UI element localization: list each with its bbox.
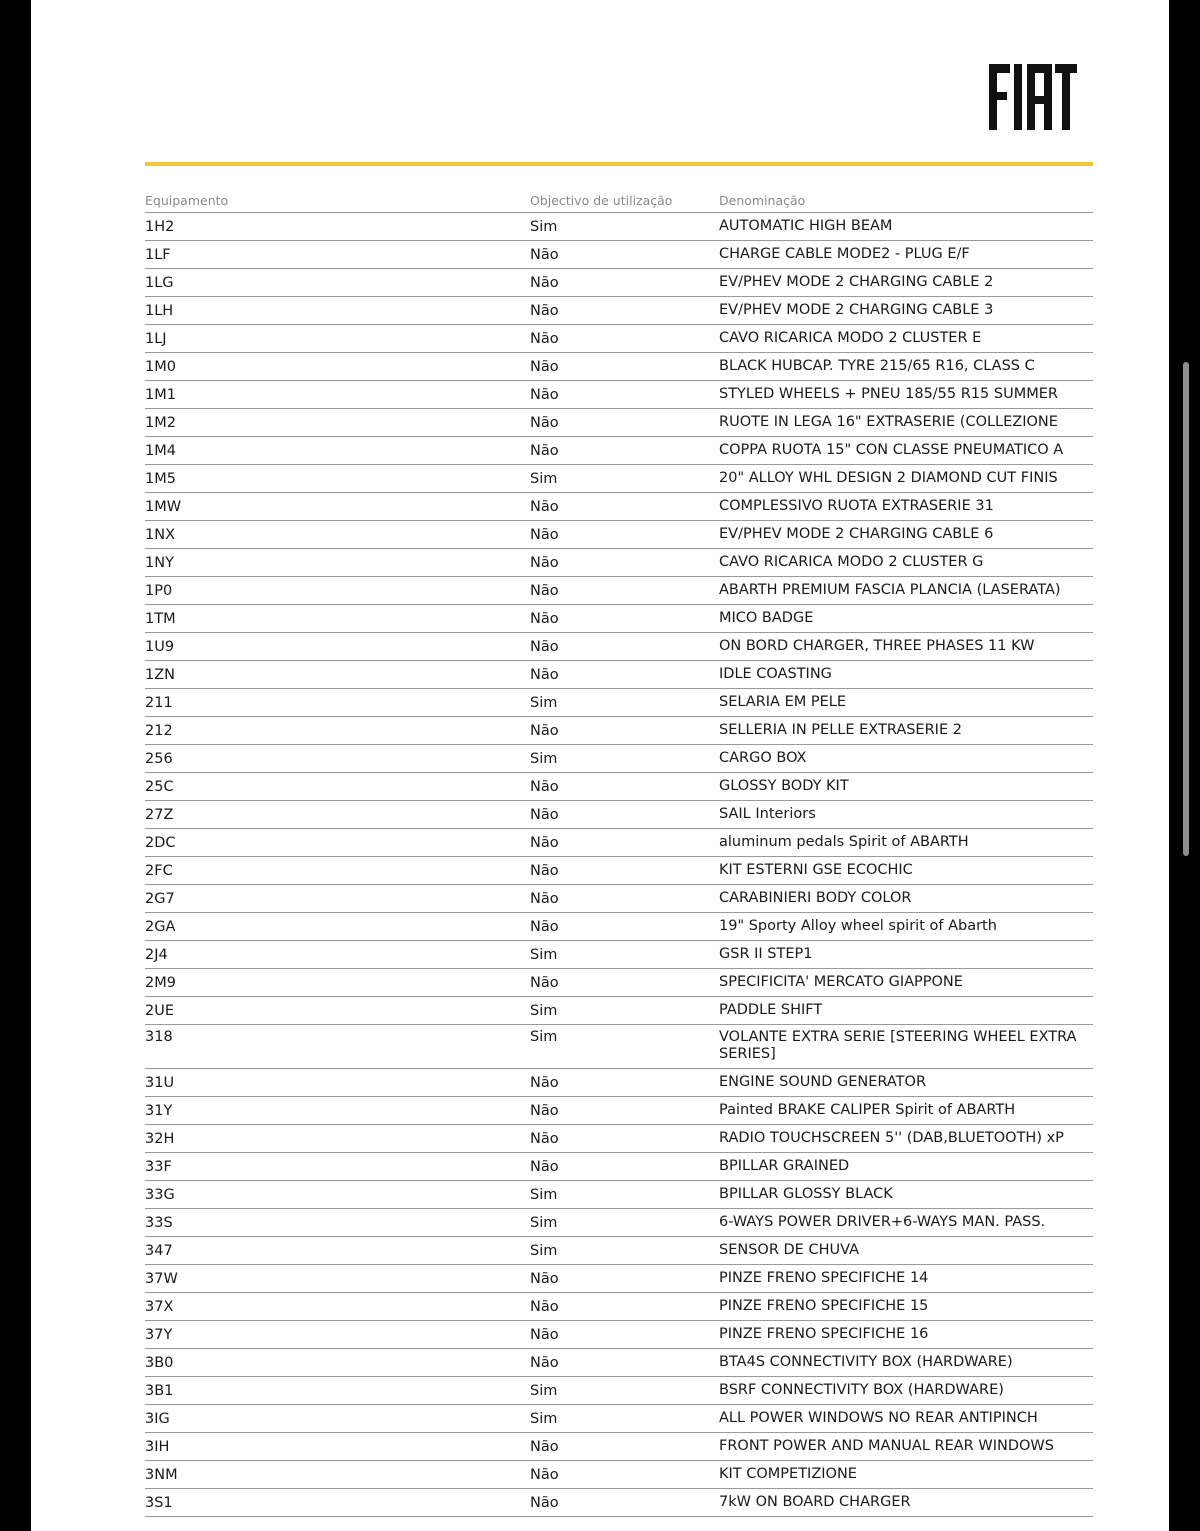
purpose-value: Não xyxy=(530,722,559,739)
table-row xyxy=(145,213,1093,241)
fiat-logo xyxy=(985,56,1077,136)
table-row xyxy=(145,1209,1093,1237)
equipment-code: 2J4 xyxy=(145,946,168,963)
table-row xyxy=(145,381,1093,409)
equipment-code: 3B1 xyxy=(145,1382,174,1399)
purpose-value: Sim xyxy=(530,694,558,711)
table-row xyxy=(145,493,1093,521)
equipment-name: SPECIFICITA' MERCATO GIAPPONE xyxy=(719,974,963,990)
purpose-value: Não xyxy=(530,638,559,655)
equipment-name: COPPA RUOTA 15" CON CLASSE PNEUMATICO A xyxy=(719,442,1064,458)
table-row xyxy=(145,941,1093,969)
equipment-name: BTA4S CONNECTIVITY BOX (HARDWARE) xyxy=(719,1354,1013,1370)
equipment-code: 1ZN xyxy=(145,666,176,683)
purpose-value: Não xyxy=(530,1270,559,1287)
equipment-name: BSRF CONNECTIVITY BOX (HARDWARE) xyxy=(719,1382,1004,1398)
table-row xyxy=(145,857,1093,885)
table-row xyxy=(145,1293,1093,1321)
equipment-code: 33S xyxy=(145,1214,173,1231)
purpose-value: Não xyxy=(530,330,559,347)
equipment-name: CARABINIERI BODY COLOR xyxy=(719,890,912,906)
table-row xyxy=(145,577,1093,605)
equipment-code: 1MW xyxy=(145,498,182,515)
purpose-value: Não xyxy=(530,1494,559,1511)
column-header-name: Denominação xyxy=(719,193,806,208)
equipment-name: FRONT POWER AND MANUAL REAR WINDOWS xyxy=(719,1438,1054,1454)
equipment-name: SAIL Interiors xyxy=(719,806,816,822)
equipment-code: 1M4 xyxy=(145,442,176,459)
table-row xyxy=(145,1125,1093,1153)
equipment-code: 1LJ xyxy=(145,330,167,347)
table-row xyxy=(145,437,1093,465)
table-row xyxy=(145,297,1093,325)
table-row xyxy=(145,241,1093,269)
purpose-value: Não xyxy=(530,1298,559,1315)
equipment-name: BPILLAR GRAINED xyxy=(719,1158,850,1174)
purpose-value: Não xyxy=(530,834,559,851)
equipment-name: RADIO TOUCHSCREEN 5'' (DAB,BLUETOOTH) xP xyxy=(719,1130,1064,1146)
equipment-code: 1H2 xyxy=(145,218,175,235)
equipment-code: 1LH xyxy=(145,302,174,319)
purpose-value: Não xyxy=(530,526,559,543)
table-row xyxy=(145,1237,1093,1265)
equipment-code: 1M2 xyxy=(145,414,176,431)
equipment-code: 25C xyxy=(145,778,174,795)
table-row xyxy=(145,885,1093,913)
table-row xyxy=(145,549,1093,577)
equipment-code: 1M0 xyxy=(145,358,176,375)
equipment-code: 1M1 xyxy=(145,386,176,403)
equipment-code: 33F xyxy=(145,1158,172,1175)
equipment-code: 2G7 xyxy=(145,890,175,907)
equipment-name: GSR II STEP1 xyxy=(719,946,813,962)
purpose-value: Não xyxy=(530,610,559,627)
equipment-name: ABARTH PREMIUM FASCIA PLANCIA (LASERATA) xyxy=(719,582,1061,598)
equipment-name: MICO BADGE xyxy=(719,610,814,626)
equipment-name: CAVO RICARICA MODO 2 CLUSTER G xyxy=(719,554,984,570)
equipment-code: 3IH xyxy=(145,1438,170,1455)
table-row xyxy=(145,1265,1093,1293)
purpose-value: Não xyxy=(530,1466,559,1483)
equipment-name: 7kW ON BOARD CHARGER xyxy=(719,1494,911,1510)
equipment-name: VOLANTE EXTRA SERIE [STEERING WHEEL EXTRA SERIES] xyxy=(719,1029,1077,1062)
equipment-code: 1LG xyxy=(145,274,174,291)
table-row xyxy=(145,661,1093,689)
equipment-name: SELLERIA IN PELLE EXTRASERIE 2 xyxy=(719,722,962,738)
equipment-code: 211 xyxy=(145,694,173,711)
equipment-name: STYLED WHEELS + PNEU 185/55 R15 SUMMER xyxy=(719,386,1058,402)
equipment-name: PINZE FRENO SPECIFICHE 16 xyxy=(719,1326,929,1342)
equipment-name: RUOTE IN LEGA 16" EXTRASERIE (COLLEZIONE xyxy=(719,414,1058,430)
equipment-code: 256 xyxy=(145,750,173,767)
equipment-name: EV/PHEV MODE 2 CHARGING CABLE 6 xyxy=(719,526,994,542)
table-row xyxy=(145,325,1093,353)
equipment-name: ON BORD CHARGER, THREE PHASES 11 KW xyxy=(719,638,1035,654)
equipment-code: 212 xyxy=(145,722,173,739)
table-row xyxy=(145,773,1093,801)
equipment-code: 3NM xyxy=(145,1466,178,1483)
table-row xyxy=(145,1025,1093,1069)
equipment-code: 31Y xyxy=(145,1102,173,1119)
equipment-name: IDLE COASTING xyxy=(719,666,832,682)
equipment-name: PINZE FRENO SPECIFICHE 15 xyxy=(719,1298,929,1314)
equipment-name: 6-WAYS POWER DRIVER+6-WAYS MAN. PASS. xyxy=(719,1214,1046,1230)
purpose-value: Não xyxy=(530,666,559,683)
equipment-name: 19" Sporty Alloy wheel spirit of Abarth xyxy=(719,918,997,934)
purpose-value: Não xyxy=(530,1074,559,1091)
purpose-value: Sim xyxy=(530,1242,558,1259)
table-row xyxy=(145,521,1093,549)
equipment-name: SENSOR DE CHUVA xyxy=(719,1242,860,1258)
equipment-name: GLOSSY BODY KIT xyxy=(719,778,849,794)
purpose-value: Não xyxy=(530,778,559,795)
table-row xyxy=(145,717,1093,745)
table-row xyxy=(145,605,1093,633)
purpose-value: Não xyxy=(530,498,559,515)
equipment-code: 27Z xyxy=(145,806,174,823)
purpose-value: Sim xyxy=(530,218,558,235)
equipment-name: ENGINE SOUND GENERATOR xyxy=(719,1074,927,1090)
table-row xyxy=(145,269,1093,297)
purpose-value: Não xyxy=(530,1102,559,1119)
purpose-value: Não xyxy=(530,274,559,291)
purpose-value: Não xyxy=(530,1438,559,1455)
table-row xyxy=(145,409,1093,437)
purpose-value: Sim xyxy=(530,946,558,963)
equipment-code: 1TM xyxy=(145,610,176,627)
table-row xyxy=(145,1181,1093,1209)
table-row xyxy=(145,353,1093,381)
purpose-value: Não xyxy=(530,974,559,991)
purpose-value: Não xyxy=(530,1158,559,1175)
table-row xyxy=(145,689,1093,717)
purpose-value: Não xyxy=(530,442,559,459)
equipment-name: COMPLESSIVO RUOTA EXTRASERIE 31 xyxy=(719,498,994,514)
purpose-value: Não xyxy=(530,918,559,935)
table-row xyxy=(145,829,1093,857)
equipment-name: CARGO BOX xyxy=(719,750,807,766)
table-row xyxy=(145,1097,1093,1125)
equipment-name: Painted BRAKE CALIPER Spirit of ABARTH xyxy=(719,1102,1016,1118)
table-row xyxy=(145,997,1093,1025)
equipment-name: BLACK HUBCAP. TYRE 215/65 R16, CLASS C xyxy=(719,358,1035,374)
purpose-value: Não xyxy=(530,414,559,431)
purpose-value: Não xyxy=(530,1326,559,1343)
purpose-value: Não xyxy=(530,1354,559,1371)
equipment-code: 2FC xyxy=(145,862,173,879)
equipment-name: CHARGE CABLE MODE2 - PLUG E/F xyxy=(719,246,970,262)
equipment-name: 20" ALLOY WHL DESIGN 2 DIAMOND CUT FINIS xyxy=(719,470,1058,486)
purpose-value: Sim xyxy=(530,750,558,767)
column-header-purpose: Objectivo de utilização xyxy=(530,193,673,208)
equipment-code: 31U xyxy=(145,1074,175,1091)
column-header-equipment: Equipamento xyxy=(145,193,229,208)
equipment-code: 37W xyxy=(145,1270,178,1287)
table-row xyxy=(145,745,1093,773)
equipment-name: PADDLE SHIFT xyxy=(719,1002,823,1018)
equipment-code: 37Y xyxy=(145,1326,173,1343)
purpose-value: Não xyxy=(530,582,559,599)
table-row xyxy=(145,633,1093,661)
fiat-logo-mark xyxy=(985,56,1077,136)
purpose-value: Não xyxy=(530,386,559,403)
equipment-code: 1P0 xyxy=(145,582,173,599)
equipment-code: 318 xyxy=(145,1029,173,1045)
equipment-code: 3B0 xyxy=(145,1354,174,1371)
equipment-name: EV/PHEV MODE 2 CHARGING CABLE 2 xyxy=(719,274,994,290)
equipment-code: 2UE xyxy=(145,1002,174,1019)
purpose-value: Sim xyxy=(530,1382,558,1399)
equipment-name: CAVO RICARICA MODO 2 CLUSTER E xyxy=(719,330,982,346)
table-row xyxy=(145,1461,1093,1489)
table-row xyxy=(145,1377,1093,1405)
equipment-name: PINZE FRENO SPECIFICHE 14 xyxy=(719,1270,929,1286)
purpose-value: Não xyxy=(530,806,559,823)
equipment-code: 2M9 xyxy=(145,974,176,991)
equipment-name: KIT ESTERNI GSE ECOCHIC xyxy=(719,862,913,878)
equipment-code: 1NX xyxy=(145,526,176,543)
table-row xyxy=(145,1349,1093,1377)
equipment-table xyxy=(145,189,1093,1517)
equipment-code: 37X xyxy=(145,1298,174,1315)
table-row xyxy=(145,913,1093,941)
equipment-code: 3IG xyxy=(145,1410,170,1427)
equipment-code: 33G xyxy=(145,1186,175,1203)
table-row xyxy=(145,1069,1093,1097)
equipment-name: aluminum pedals Spirit of ABARTH xyxy=(719,834,969,850)
purpose-value: Sim xyxy=(530,1002,558,1019)
scrollbar-thumb[interactable] xyxy=(1183,362,1189,856)
equipment-code: 1U9 xyxy=(145,638,175,655)
equipment-code: 347 xyxy=(145,1242,173,1259)
equipment-code: 1M5 xyxy=(145,470,176,487)
equipment-code: 32H xyxy=(145,1130,175,1147)
equipment-name: KIT COMPETIZIONE xyxy=(719,1466,857,1482)
table-body xyxy=(145,213,1093,1517)
equipment-name: BPILLAR GLOSSY BLACK xyxy=(719,1186,893,1202)
purpose-value: Não xyxy=(530,554,559,571)
equipment-name: SELARIA EM PELE xyxy=(719,694,847,710)
table-row xyxy=(145,1489,1093,1517)
purpose-value: Não xyxy=(530,302,559,319)
table-row xyxy=(145,969,1093,997)
equipment-code: 2GA xyxy=(145,918,176,935)
equipment-code: 1NY xyxy=(145,554,174,571)
purpose-value: Sim xyxy=(530,470,558,487)
purpose-value: Não xyxy=(530,246,559,263)
equipment-code: 3S1 xyxy=(145,1494,173,1511)
purpose-value: Sim xyxy=(530,1186,558,1203)
purpose-value: Não xyxy=(530,862,559,879)
table-row xyxy=(145,1405,1093,1433)
equipment-code: 1LF xyxy=(145,246,171,263)
document-page xyxy=(31,0,1169,1531)
equipment-name: EV/PHEV MODE 2 CHARGING CABLE 3 xyxy=(719,302,994,318)
header-accent-rule xyxy=(145,162,1093,166)
purpose-value: Não xyxy=(530,890,559,907)
table-row xyxy=(145,465,1093,493)
table-header xyxy=(145,189,1093,213)
table-row xyxy=(145,1433,1093,1461)
purpose-value: Não xyxy=(530,358,559,375)
table-row xyxy=(145,1321,1093,1349)
purpose-value: Sim xyxy=(530,1214,558,1231)
equipment-code: 2DC xyxy=(145,834,176,851)
table-row xyxy=(145,1153,1093,1181)
equipment-name: ALL POWER WINDOWS NO REAR ANTIPINCH xyxy=(719,1410,1038,1426)
purpose-value: Sim xyxy=(530,1410,558,1427)
table-row xyxy=(145,801,1093,829)
purpose-value: Sim xyxy=(530,1029,558,1045)
equipment-name: AUTOMATIC HIGH BEAM xyxy=(719,218,893,234)
purpose-value: Não xyxy=(530,1130,559,1147)
